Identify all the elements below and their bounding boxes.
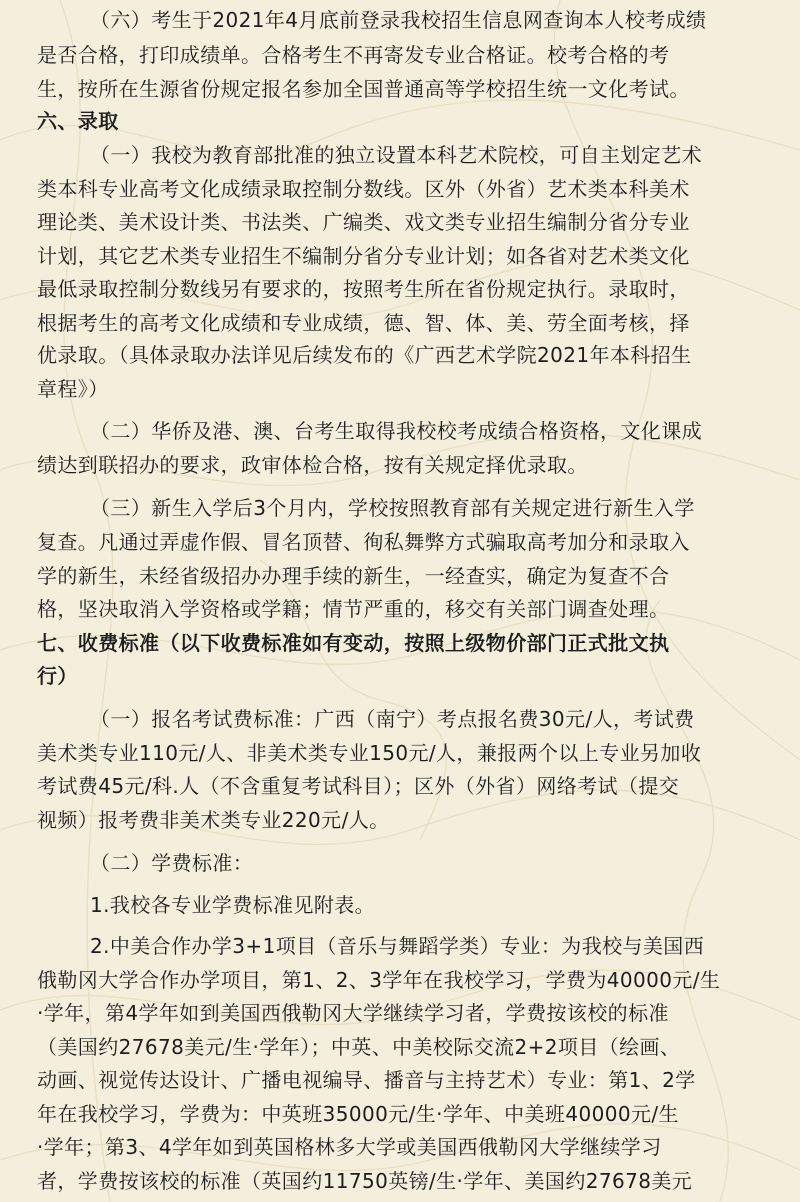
text-line: （一）报名考试费标准：广西（南宁）考点报名费30元/人，考试费 (90, 707, 695, 732)
text-line: 视频）报考费非美术类专业220元/人。 (37, 808, 390, 832)
section-heading-cont: 行） (37, 664, 78, 689)
text-line: 2.中美合作办学3+1项目（音乐与舞蹈学类）专业：为我校与美国西 (90, 933, 705, 958)
text-line: 绩达到联招办的要求，政审体检合格，按有关规定择优录取。 (37, 452, 588, 477)
text-line: （三）新生入学后3个月内，学校按照教育部有关规定进行新生入学 (90, 496, 695, 521)
text-line: 理论类、美术设计类、书法类、广编类、戏文类专业招生编制分省分专业 (37, 210, 690, 235)
text-line: 格，坚决取消入学资格或学籍；情节严重的，移交有关部门调查处理。 (37, 597, 670, 622)
text-line: 是否合格，打印成绩单。合格考生不再寄发专业合格证。校考合格的考 (37, 43, 670, 68)
text-line: （一）我校为教育部批准的独立设置本科艺术院校，可自主划定艺术 (90, 142, 702, 167)
text-line: 类本科专业高考文化成绩录取控制分数线。区外（外省）艺术类本科美术 (37, 176, 690, 201)
text-line: 考试费45元/科.人（不含重复考试科目）；区外（外省）网络考试（提交 (37, 774, 680, 799)
text-line: 章程》） (37, 377, 109, 402)
text-line: 美术类专业110元/人、非美术类专业150元/人，兼报两个以上专业另加收 (37, 740, 702, 765)
text-line: 最低录取控制分数线另有要求的，按照考生所在省份规定执行。录取时， (37, 277, 690, 302)
text-line: 动画、视觉传达设计、广播电视编导、播音与主持艺术）专业：第1、2学 (37, 1068, 696, 1093)
text-line: 1.我校各专业学费标准见附表。 (90, 892, 376, 917)
text-line: 复查。凡通过弄虚作假、冒名顶替、徇私舞弊方式骗取高考加分和录取入 (37, 530, 690, 555)
text-line: 学的新生，未经省级招办办理手续的新生，一经查实，确定为复查不合 (37, 563, 670, 588)
text-line: 俄勒冈大学合作办学项目，第1、2、3学年在我校学习，学费为40000元/生 (37, 967, 721, 992)
text-line: ·学年，第4学年如到美国西俄勒冈大学继续学习者，学费按该校的标准 (37, 1001, 669, 1026)
section-heading: 七、收费标准（以下收费标准如有变动，按照上级物价部门正式批文执 (37, 630, 670, 655)
text-line: 计划，其它艺术类专业招生不编制分省分专业计划；如各省对艺术类文化 (37, 243, 690, 268)
text-line: （二）学费标准： (90, 850, 254, 875)
text-line: （六）考生于2021年4月底前登录我校招生信息网查询本人校考成绩 (90, 7, 707, 32)
text-line: 年在我校学习，学费为：中英班35000元/生·学年、中美班40000元/生 (37, 1101, 679, 1126)
text-line: （二）华侨及港、澳、台考生取得我校校考成绩合格资格，文化课成 (90, 419, 702, 444)
text-line: 生，按所在生源省份规定报名参加全国普通高等学校招生统一文化考试。 (37, 76, 690, 101)
section-heading: 六、录取 (37, 109, 119, 134)
text-line: ·学年；第3、4学年如到英国格林多大学或美国西俄勒冈大学继续学习 (37, 1135, 662, 1160)
text-line: 优录取。（具体录取办法详见后续发布的《广西艺术学院2021年本科招生 (37, 343, 692, 368)
text-line: 根据考生的高考文化成绩和专业成绩，德、智、体、美、劳全面考核，择 (37, 310, 690, 335)
text-line: （美国约27678美元/生·学年）；中英、中美校际交流2+2项目（绘画、 (37, 1034, 681, 1059)
text-line: 者，学费按该校的标准（英国约11750英镑/生·学年、美国约27678美元 (37, 1169, 693, 1193)
